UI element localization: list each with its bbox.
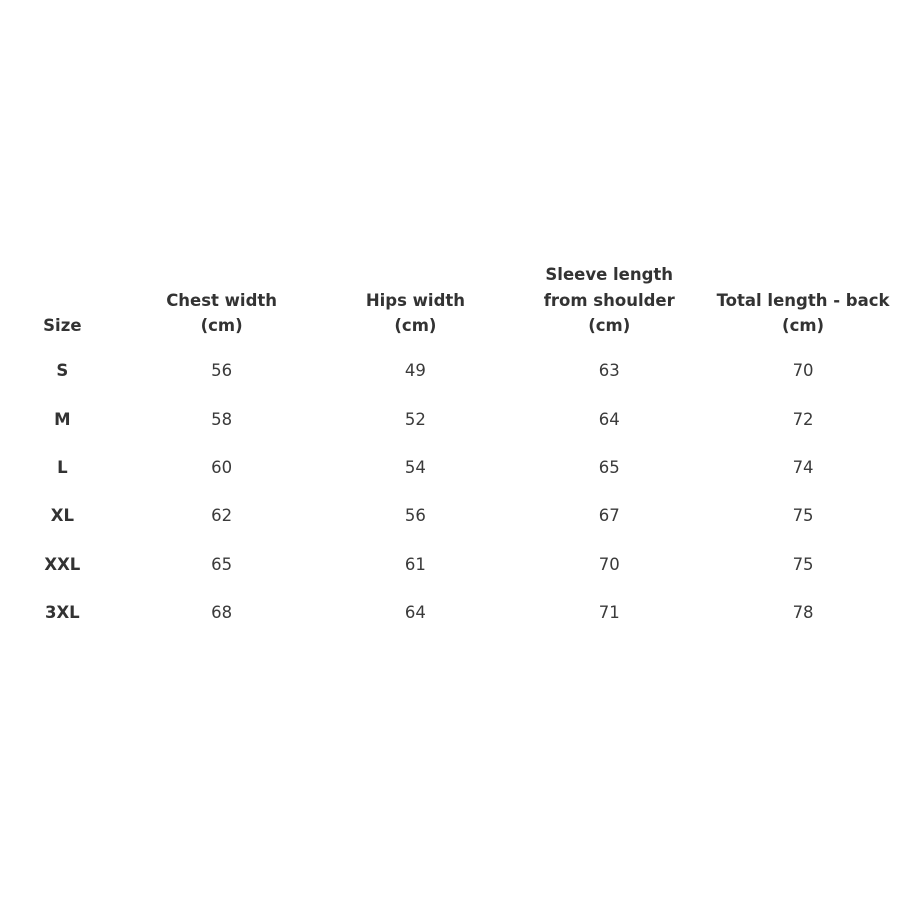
header-sleeve-line-1: Sleeve length [545, 265, 674, 284]
header-hips-line-1: Hips width [365, 290, 466, 310]
size-cell: 3XL [44, 603, 80, 623]
header-size [0, 262, 125, 347]
table-row [0, 588, 900, 636]
sleeve-cell: 67 [598, 506, 620, 526]
table-row [0, 443, 900, 491]
hips-cell: 64 [404, 603, 426, 623]
table-row [0, 540, 900, 588]
hips-cell: 56 [404, 506, 426, 526]
chest-cell: 56 [211, 361, 233, 381]
table-row [0, 347, 900, 395]
header-total-length [706, 262, 900, 347]
chest-cell: 68 [211, 603, 233, 623]
sleeve-cell: 65 [598, 457, 620, 477]
table-row [0, 492, 900, 540]
size-chart-table [0, 262, 900, 637]
size-cell: M [54, 409, 71, 429]
table-row [0, 395, 900, 443]
header-chest-width [125, 262, 319, 347]
length-cell: 75 [792, 554, 814, 574]
header-row [0, 262, 900, 347]
size-cell: XXL [44, 554, 81, 574]
header-sleeve-line-3: (cm) [588, 316, 631, 335]
length-cell: 70 [792, 361, 814, 381]
chest-cell: 58 [211, 409, 233, 429]
header-length-line-1: Total length - back [716, 290, 890, 310]
chest-cell: 65 [211, 554, 233, 574]
header-hips-line-2: (cm) [394, 316, 437, 335]
chest-cell: 60 [211, 457, 233, 477]
header-size-label: Size [43, 316, 82, 335]
hips-cell: 52 [404, 409, 426, 429]
sleeve-cell: 71 [598, 603, 620, 623]
sleeve-cell: 70 [598, 554, 620, 574]
header-length-line-2: (cm) [782, 316, 825, 335]
hips-cell: 61 [404, 554, 426, 574]
length-cell: 75 [792, 506, 814, 526]
header-chest-line-2: (cm) [200, 316, 243, 335]
sleeve-cell: 64 [598, 409, 620, 429]
chest-cell: 62 [211, 506, 233, 526]
header-sleeve-length [512, 262, 706, 347]
header-chest-line-1: Chest width [166, 290, 278, 310]
table-header [0, 262, 900, 347]
length-cell: 74 [792, 457, 814, 477]
header-hips-width [319, 262, 513, 347]
sleeve-cell: 63 [598, 361, 620, 381]
size-cell: XL [50, 506, 74, 526]
length-cell: 78 [792, 603, 814, 623]
hips-cell: 49 [404, 361, 426, 381]
length-cell: 72 [792, 409, 814, 429]
hips-cell: 54 [404, 457, 426, 477]
size-cell: L [57, 457, 68, 477]
size-cell: S [56, 361, 69, 381]
header-sleeve-line-2: from shoulder [543, 290, 675, 310]
table-body [0, 347, 900, 637]
